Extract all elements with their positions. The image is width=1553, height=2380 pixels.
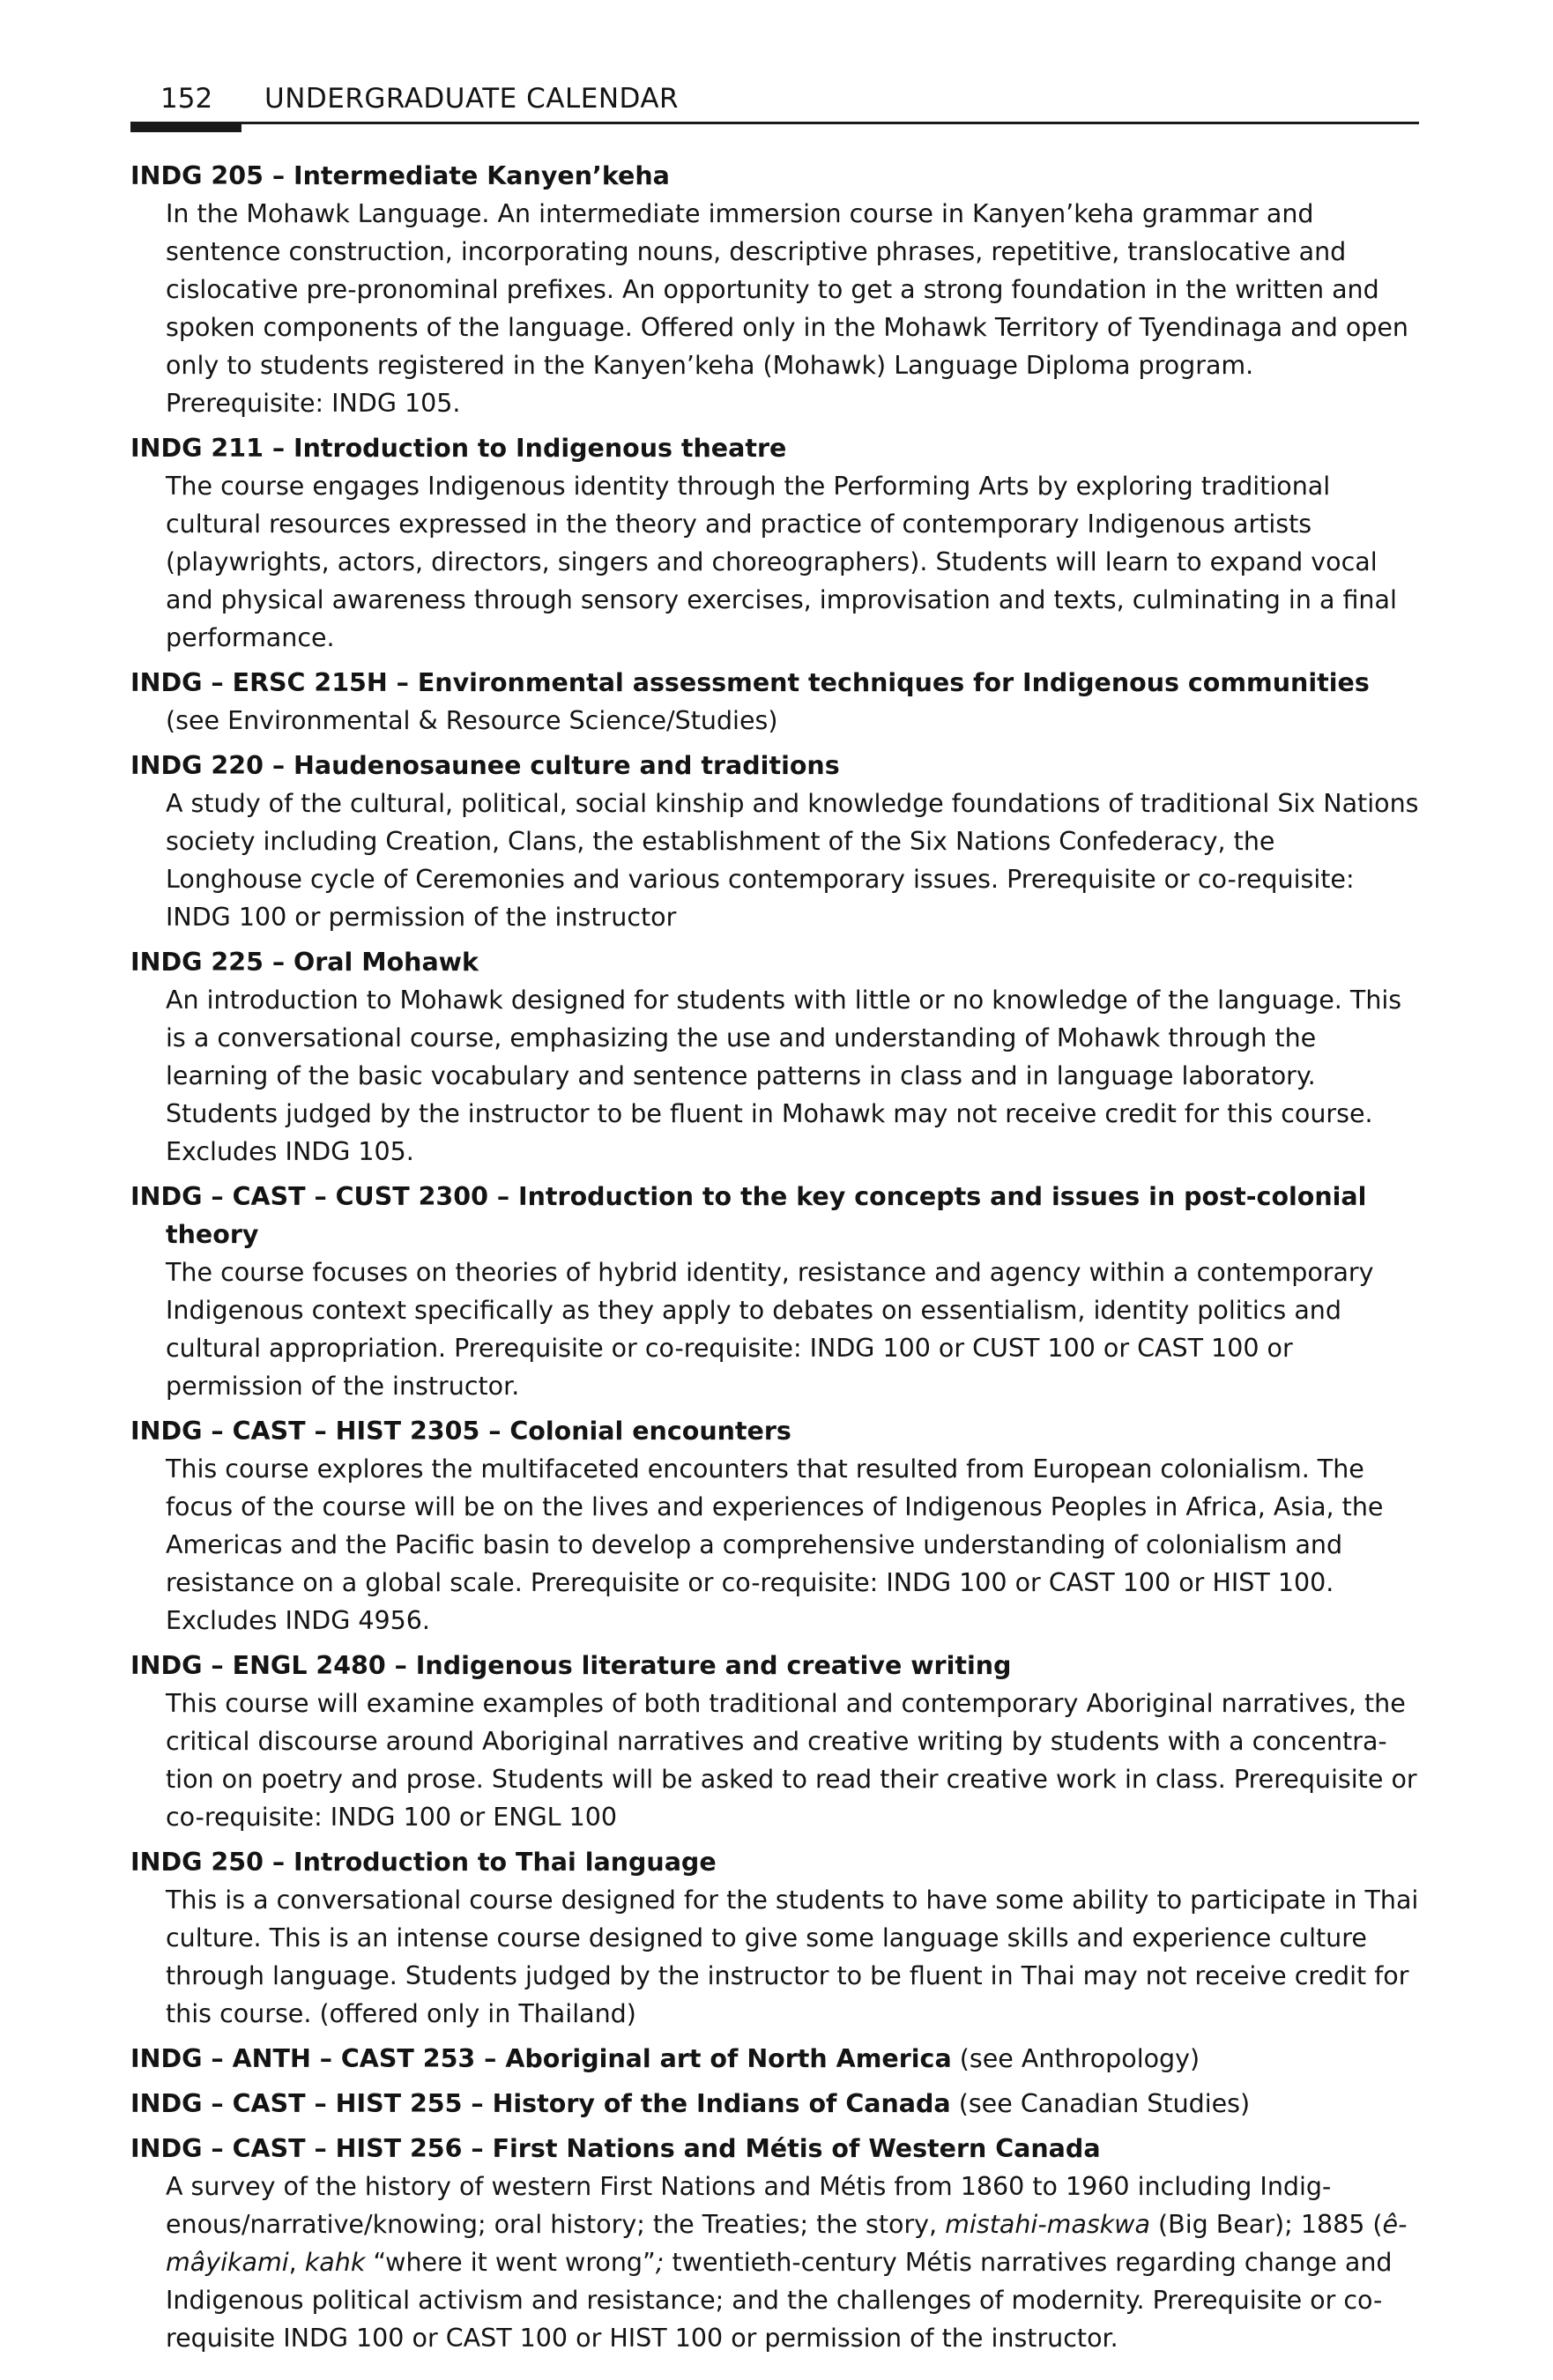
course-description: This course explores the multifaceted encounters that resulted from European colonialism. The focus of the course will be on the lives and experiences of Indigenous Peoples in Africa, Asia, the Americas and the Pacific basin to develop a comprehensive understanding of colonialism and resistance on a global scale. Prerequisite or co-requisite: INDG 100 or CAST 100 or HIST 100. Excludes INDG 4956. <box>166 1454 1384 1635</box>
course-description: An introduction to Mohawk designed for students with little or no knowledge of the language. This is a conversational course, emphasizing the use and understanding of Mohawk through the learning of the basic vocabulary and sentence patterns in class and in language laboratory. Students judged by the instructor to be fluent in Mohawk may not receive credit for this course. Excludes INDG 105. <box>166 985 1402 1166</box>
course-title <box>130 2040 1419 2078</box>
course-entry <box>130 157 1419 422</box>
course-title <box>130 1412 1419 1450</box>
description-italic: ê-mâyikami <box>166 2210 1408 2277</box>
running-title: UNDERGRADUATE CALENDAR <box>264 83 680 115</box>
description-italic: ; <box>655 2248 665 2277</box>
course-list <box>130 157 1419 2364</box>
course-entry <box>130 429 1419 657</box>
course-title-text: INDG – CAST – HIST 256 – First Nations and Métis of Western Canada <box>130 2134 1101 2163</box>
course-title <box>130 1647 1419 1685</box>
course-entry <box>130 1178 1419 1405</box>
description-italic: kahk <box>304 2248 366 2277</box>
course-title <box>130 157 1419 195</box>
description-text: twentieth-century Métis narratives regarding change and Indigenous political activism and resistance; and the challenges of modernity. Prerequisite or co-requisite INDG 100 or CAST 100 or HIST 100 or permission of the instructor. <box>166 2248 1393 2353</box>
course-title <box>130 1178 1419 1253</box>
course-title-text: INDG – CAST – HIST 255 – History of the Indians of Canada <box>130 2089 951 2118</box>
course-title <box>130 943 1419 981</box>
course-description: The course focuses on theories of hybrid identity, resistance and agency within a contemporary Indigenous context specifically as they apply to debates on essentialism, identity politics and cultural appropriation. Prerequisite or co-requisite: INDG 100 or CUST 100 or CAST 100 or permission of the instructor. <box>166 1258 1374 1401</box>
course-description: In the Mohawk Language. An intermediate immersion course in Kanyen’keha grammar and sentence construction, incorporating nouns, descriptive phrases, repetitive, translocative and cislocative pre-pronominal prefixes. An opportunity to get a strong foundation in the written and spoken components of the language. Offered only in the Mohawk Territory of Tyendinaga and open only to students registered in the Kanyen’keha (Mohawk) Language Diploma program. Prerequisite: INDG 105. <box>166 199 1408 418</box>
course-title-text: INDG 220 – Haudenosaunee culture and traditions <box>130 751 840 780</box>
description-text: “where it went wrong” <box>365 2248 656 2277</box>
course-entry <box>130 943 1419 1171</box>
course-title-text: INDG 211 – Introduction to Indigenous theatre <box>130 434 787 463</box>
course-title-text: INDG – ENGL 2480 – Indigenous literature and creative writing <box>130 1651 1012 1680</box>
course-cross-reference: (see Anthropology) <box>959 2044 1200 2073</box>
course-description: The course engages Indigenous identity through the Performing Arts by exploring traditional cultural resources expressed in the theory and practice of contemporary Indigenous artists (playwrights, actors, directors, singers and choreographers). Students will learn to expand vocal and physical awareness through sensory exercises, improvisation and texts, culminating in a final performance. <box>166 472 1397 652</box>
course-title-text: INDG – CAST – CUST 2300 – Introduction to the key concepts and issues in post-colonial theory <box>130 1182 1367 1249</box>
page-number: 152 <box>160 83 213 115</box>
course-description: This is a conversational course designed for the students to have some ability to participate in Thai culture. This is an intense course designed to give some language skills and experience culture through language. Students judged by the instructor to be fluent in Thai may not receive credit for this course. (offered only in Thailand) <box>166 1885 1419 2028</box>
course-entry <box>130 2085 1419 2123</box>
description-text: (Big Bear); 1885 ( <box>1149 2210 1383 2239</box>
course-entry <box>130 664 1419 740</box>
course-description: A study of the cultural, political, social kinship and knowledge foundations of traditional Six Nations society including Creation, Clans, the establishment of the Six Nations Confederacy, the Longhouse cycle of Ceremonies and various contemporary issues. Prerequisite or co-requisite: INDG 100 or permission of the instructor <box>166 789 1419 932</box>
course-title-text: INDG 205 – Intermediate Kanyen’keha <box>130 161 670 190</box>
course-entry <box>130 1647 1419 1836</box>
course-title <box>130 2130 1419 2168</box>
course-entry <box>130 2040 1419 2078</box>
header-rule-tab <box>130 122 241 132</box>
course-entry <box>130 1412 1419 1640</box>
course-title-text: INDG – CAST – HIST 2305 – Colonial encounters <box>130 1417 791 1446</box>
course-title-text: INDG 225 – Oral Mohawk <box>130 948 479 977</box>
header-rule <box>130 122 1419 124</box>
course-title <box>130 429 1419 467</box>
course-cross-reference: (see Environmental & Resource Science/Studies) <box>166 706 778 735</box>
description-text: , <box>288 2248 305 2277</box>
course-title <box>130 2085 1419 2123</box>
description-italic: mistahi-maskwa <box>945 2210 1150 2239</box>
course-description: This course will examine examples of both traditional and contemporary Aboriginal narratives, the critical discourse around Aboriginal narratives and creative writing by students with a concentration on poetry and prose. Students will be asked to read their creative work in class. Prerequisite or co-requisite: INDG 100 or ENGL 100 <box>166 1689 1417 1832</box>
course-entry <box>130 1843 1419 2033</box>
course-description <box>130 2168 1419 2357</box>
page-header <box>130 81 1419 130</box>
course-title <box>130 747 1419 785</box>
course-entry <box>130 2130 1419 2357</box>
course-entry <box>130 747 1419 936</box>
course-title-text: INDG – ANTH – CAST 253 – Aboriginal art of North America <box>130 2044 952 2073</box>
course-title <box>130 1843 1419 1881</box>
description-text: A survey of the history of western First Nations and Métis from 1860 to 1960 including Indigenous/narrative/knowing; oral history; the Treaties; the story, <box>166 2172 1332 2239</box>
course-title-text: INDG 250 – Introduction to Thai language <box>130 1848 717 1877</box>
course-title <box>130 664 1419 740</box>
course-title-text: INDG – ERSC 215H – Environmental assessment techniques for Indigenous communities <box>130 668 1370 697</box>
course-cross-reference: (see Canadian Studies) <box>958 2089 1251 2118</box>
